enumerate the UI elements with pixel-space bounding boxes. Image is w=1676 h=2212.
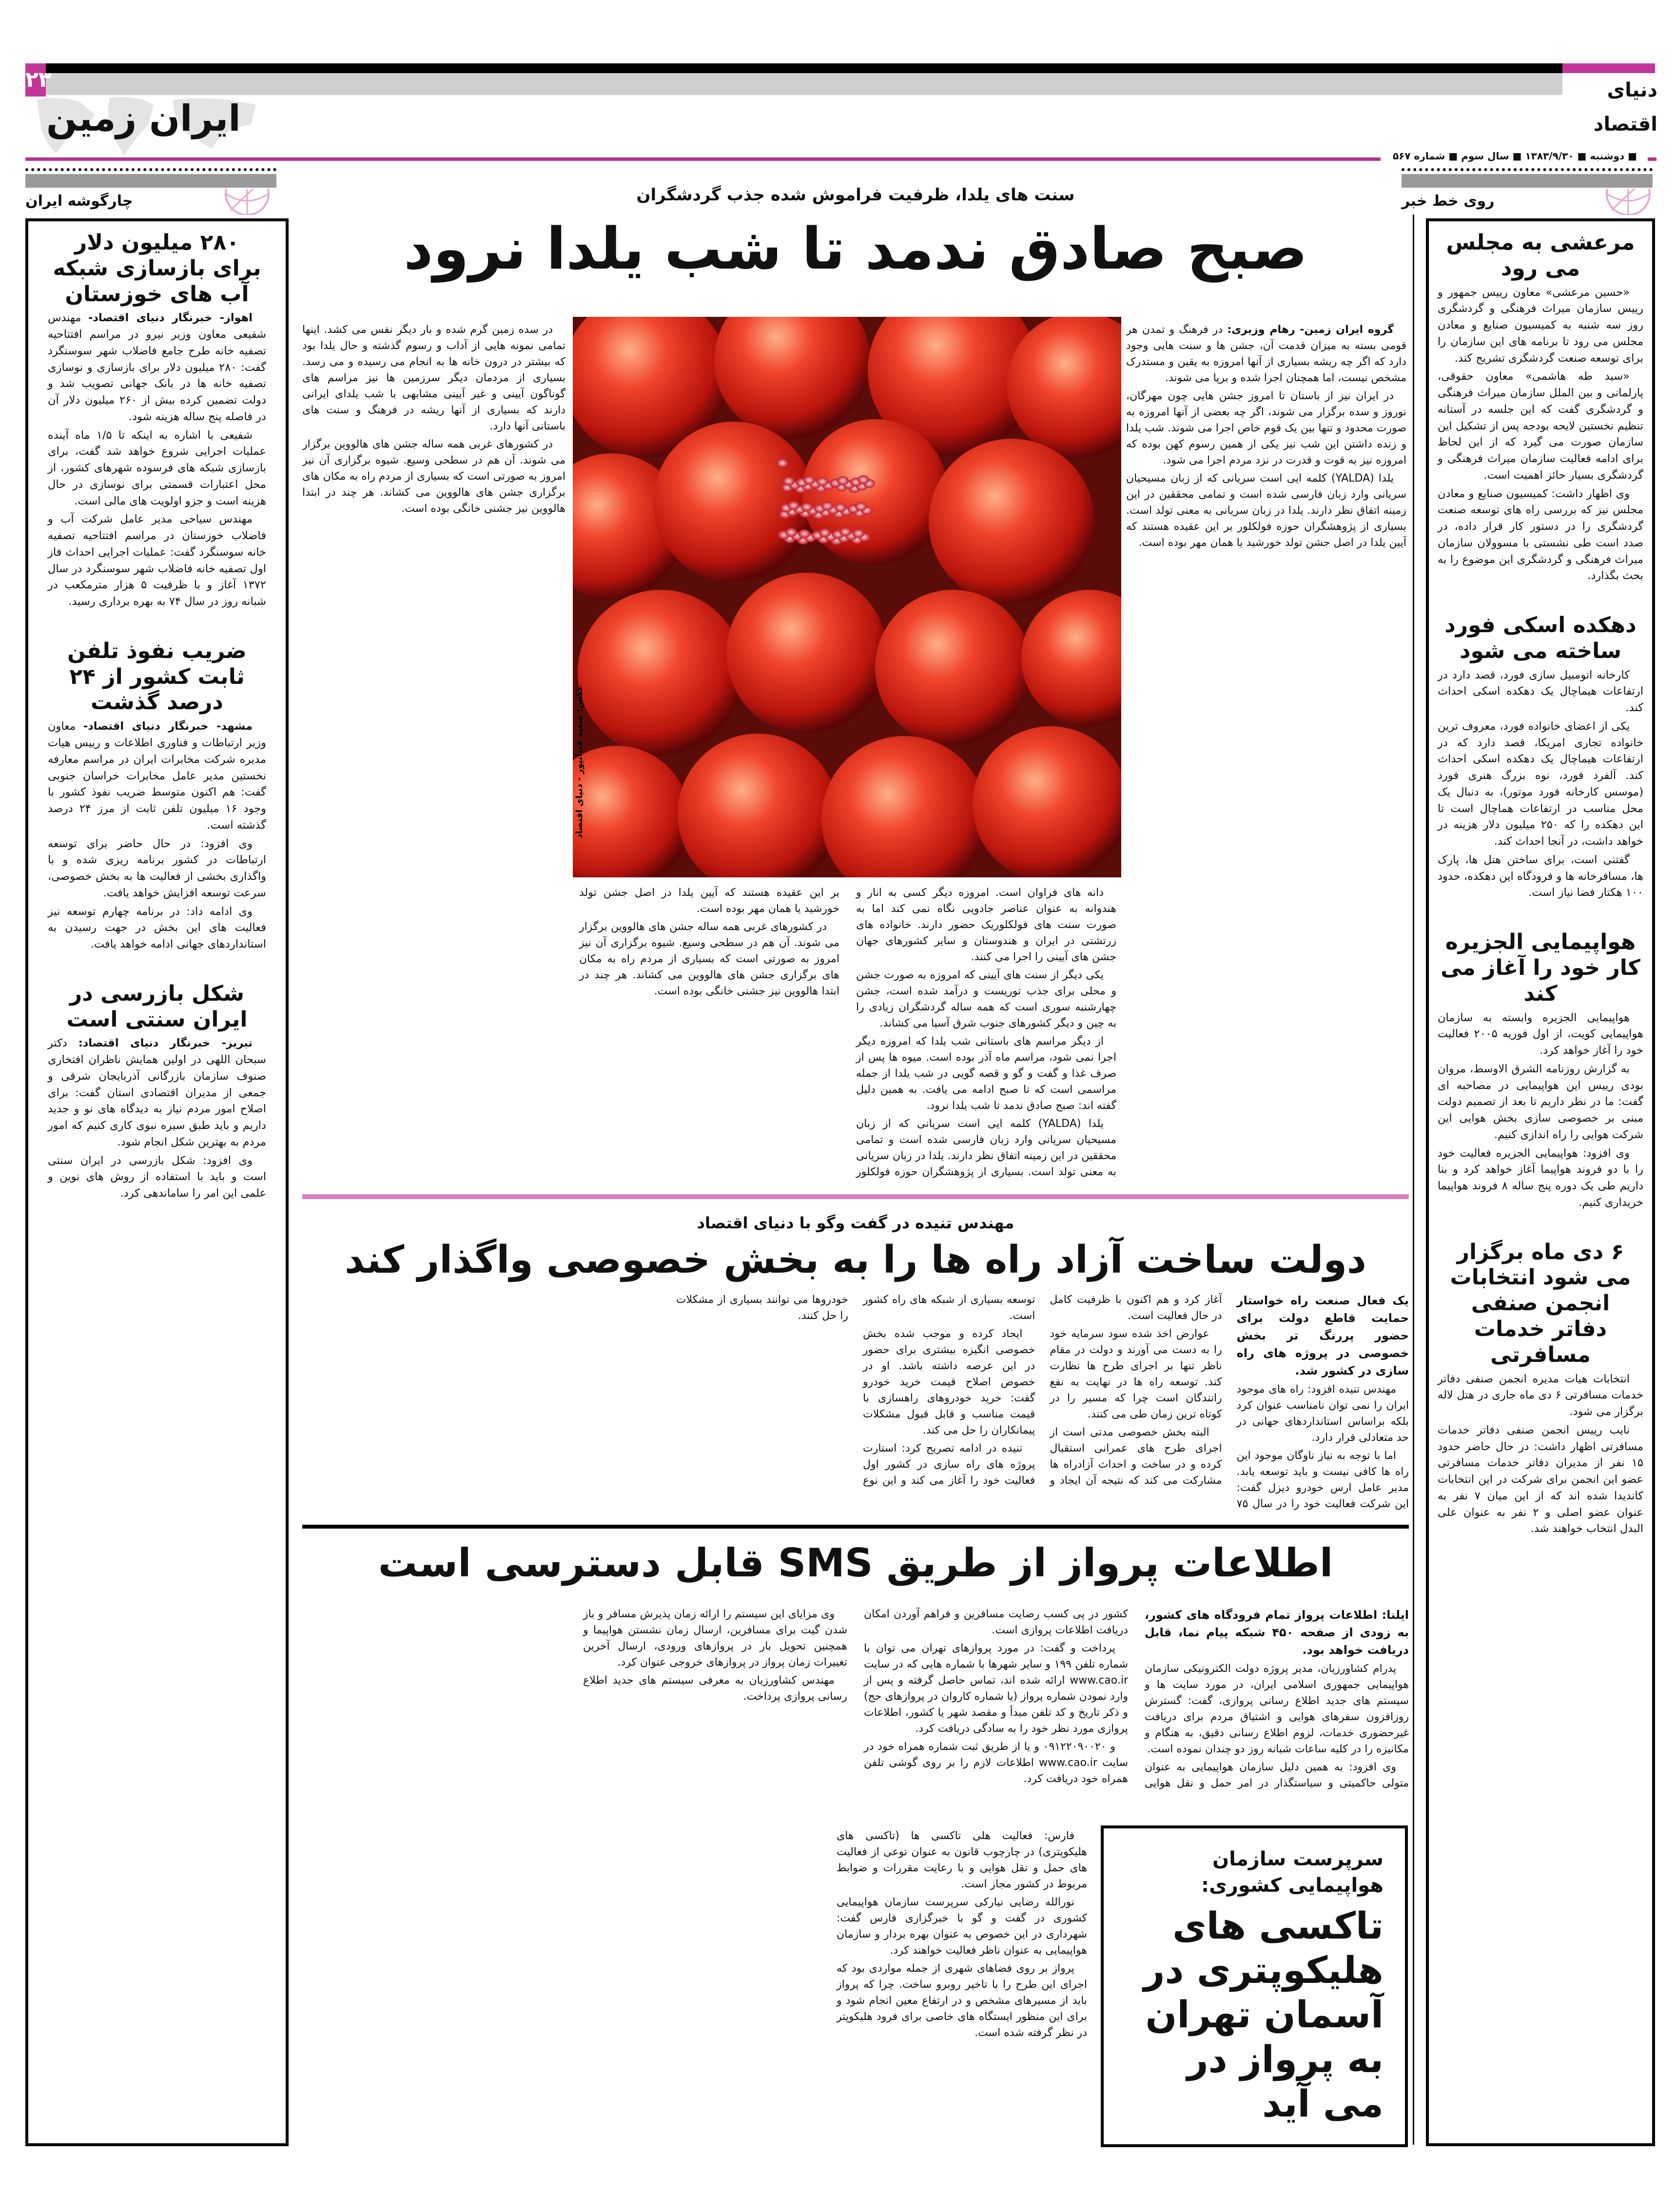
- pomegranate-seed: [835, 503, 846, 512]
- taxi-story-paragraph: پرواز بر روی فضاهای شهری از جمله مواردی بود که اجرای این طرح را با تاخیر روبرو ساخت. چرا که پرواز باید از مسیرهای مشخص و در ارتفاع معین انجام شود و برای این منظور ایستگاه های خاصی برای فرود هلیکوپتر در نظر گرفته شده است.: [837, 1962, 1087, 2039]
- main-story-paragraph: از دیگر مراسم های باستانی شب یلدا که امروزه دیگر اجرا نمی شود، مراسم ماه آذر بوده است. میوه ها پس از صرف غذا و گفت و گو و قصه گویی در شب یلدا از جمله مراسمی است که تا صبح ادامه می یافت. به همین دلیل گفته اند: صبح صادق ندمد تا شب یلدا نرود.: [856, 1035, 1116, 1112]
- left-section-header: [25, 168, 276, 215]
- main-story-paragraph: در سده زمین گرم شده و بار دیگر نفس می کشد. اینها تمامی نمونه هایی از آداب و رسوم گذشته و حال یلدا بود که بیشتر در درون خانه ها به انجام می رسیده و می رسد. بسیاری از مردمان دیگر سرزمین ها نیز مراسم های گوناگون آیینی و غیر آیینی مشابهی با شب یلدای ایرانی دارند که بسیاری از آنها ریشه در فرهنگ و سنت های باستانی آنها دارد.: [302, 324, 565, 432]
- side-story-byline: اهواز- خبرنگار دنیای اقتصاد-: [88, 311, 253, 325]
- taxi-story-box: [1101, 1825, 1408, 2147]
- pomegranate-seed: [803, 476, 815, 485]
- main-story-paragraph: در کشورهای غربی همه ساله جشن های هالووین برگزار می شوند. آن هم در سطحی وسیع. شیوه برگزاری آن نیز امروز به صورتی است که بسیاری از مردم راه به مکان های برگزاری جشن های هالووین می کشاند. هر چند در ابتدا هالووین نیز جشنی خانگی بوده است.: [302, 438, 565, 515]
- side-story-paragraph: وی افزود: شکل بازرسی در ایران سنتی است و باید با استفاده از روش های نوین و علمی این امر را ساماندهی کرد.: [48, 1154, 266, 1200]
- gray-bar: [1402, 174, 1653, 188]
- main-story-paragraph: یلدا (YALDA) کلمه ایی است سریانی که از زبان مسیحیان سریانی وارد زبان فارسی شده است و تمامی محققین در این زمینه اتفاق نظر دارند. یلدا در زبان سریانی به معنی تولد است. بسیاری از پژوهشگران حوزه فولکلور بر این عقیده هستند که آیین یلدا در اصل جشن تولد خورشید یا همان مهر بوده است.: [579, 887, 1116, 1178]
- taxi-story-headline: تاکسی های هلیکوپتری در آسمان تهران به پرواز در می آید: [1143, 1904, 1384, 2125]
- side-story-paragraph: وی اظهار داشت: کمیسیون صنایع و معادن مجلس نیز که بررسی راه های توسعه صنعت گردشگری را در دستور کار قرار داده، در صدد است طی نشستی با مسوولان سازمان میراث فرهنگی و گردشگری این موضوع را به بحث بگذارد.: [1438, 487, 1643, 582]
- side-story-byline: مشهد- خبرنگار دنیای اقتصاد-: [83, 720, 253, 733]
- main-story-column: [302, 322, 565, 873]
- road-story-paragraph: اما با توجه به نیاز ناوگان موجود این راه ها کافی نیست و باید توسعه یابد. مدیر عامل ارس خودرو دیزل گفت: این شرکت فعالیت خود را در سال ۷۵ آغاز کرد و هم اکنون با ظرفیت کامل در حال فعالیت است.: [1050, 1294, 1409, 1510]
- sms-story-paragraph: مهندس کشاورزیان به معرفی سیستم های جدید اطلاع رسانی پروازی پرداخت.: [583, 1674, 847, 1703]
- taxi-story-paragraph: فارس: فعالیت هلی تاکسی ها (تاکسی های هلیکوپتری) در چارچوب قانون به عنوان نوعی از فعالیت های حمل و نقل هوایی و با رعایت مقررات و ضوابط مربوط در کشور مجاز است.: [837, 1830, 1087, 1890]
- pomegranate-seed: [777, 459, 788, 467]
- main-story-kicker: سنت های یلدا، ظرفیت فراموش شده جذب گردشگران: [636, 185, 1075, 205]
- side-story-paragraph: شفیعی با اشاره به اینکه تا ۱/۵ ماه آینده عملیات اجرایی شروع خواهد شد گفت، برای بازسازی شبکه های فرسوده شهرهای کشور، از محل اعتبارات قسمتی برای نوسازی در حال هزینه است و جزو اولویت های مالی است.: [48, 428, 266, 507]
- side-story-headline: شکل بازرسی در ایران سنتی است: [66, 981, 248, 1032]
- gray-bar: [25, 174, 276, 188]
- road-story-paragraph: ایجاد کرده و موجب شده بخش خصوصی انگیزه بیشتری برای حضور در این عرصه داشته باشد. او در خصوص اصلاح قیمت خرید خودرو گفت: خرید خودروهای راهسازی با قیمت مناسب و قابل قبول مشکلات پیمانکاران را حل می کند.: [863, 1328, 1035, 1436]
- side-story-paragraph: به گزارش روزنامه الشرق الاوسط، مروان بودی رییس این هواپیمایی در مصاحبه ای گفت: ما در نظر داریم تا بعد از تصمیم دولت مبنی بر خصوصی سازی بخش هوایی این شرکت هوایی را راه اندازی کنیم.: [1438, 1062, 1643, 1141]
- spacer: [48, 612, 266, 632]
- road-story-paragraph: البته بخش خصوصی مدتی است از اجرای طرح های عمرانی استقبال کرده و در ساخت و احداث آزادراه ها مشارکت می کند که نتیجه آن ایجاد و توسعه بسیاری از شبکه های راه کشور است.: [863, 1294, 1222, 1487]
- pomegranate-seed: [839, 527, 851, 536]
- road-story-paragraph: تنیده در ادامه تصریح کرد: استارت پروژه های راه سازی در کشور اول فعالیت خود را آغاز می کند و این نوع خودروها می توانند بسیاری از مشکلات را حل کنند.: [676, 1294, 1035, 1487]
- main-story-paragraph: یلدا (YALDA) کلمه ایی است سریانی که از زبان مسیحیان سریانی وارد زبان فارسی شده است و تمامی محققین در این زمینه اتفاق نظر دارند. یلدا در زبان سریانی به معنی تولد است. بسیاری از پژوهشگران حوزه فولکلور بر این عقیده هستند که آیین یلدا در اصل جشن تولد خورشید یا همان مهر بوده است.: [1126, 472, 1406, 549]
- pomegranate-seed: [799, 529, 810, 538]
- pomegranate: [578, 590, 743, 756]
- main-story-headline: صبح صادق ندمد تا شب یلدا نرود: [403, 215, 1308, 282]
- road-story-columns: [302, 1292, 1409, 1516]
- pomegranate-seed: [817, 477, 828, 486]
- sms-story-paragraph: پدرام کشاورزیان، مدیر پروژه دولت الکترونیکی سازمان هواپیمایی جمهوری اسلامی ایران، در مورد سایت ها و سیستم های جدید اطلاع رسانی پروازی، گفت: گسترش روزافزون سفرهای هوایی و اشتیاق مردم برای دریافت غیرحضوری خدمات، لزوم اطلاع رسانی دقیق، به هنگام و مکانیزه را در کلیه ساعات شبانه روز دو چندان نموده است.: [1145, 1663, 1409, 1755]
- side-story-paragraph: هواپیمایی الجزیره وابسته به سازمان هواپیمایی کویت، از اول فوریه ۲۰۰۵ فعالیت خود را آغاز خواهد کرد.: [1438, 1011, 1643, 1057]
- side-story-headline: هواپیمایی الجزیره کار خود را آغاز می کند: [1441, 930, 1640, 1006]
- road-story-kicker: مهندس تنیده در گفت وگو با دنیای اقتصاد: [697, 1214, 1014, 1232]
- side-story-paragraph: نایب رییس انجمن صنفی دفاتر خدمات مسافرتی اظهار داشت: در حال حاضر حدود ۱۵ نفر از مدیران دفاتر خدمات مسافرتی عضو این انجمن برای شرکت در این انتخابات کاندیدا شده اند که از این میان ۷ نفر به عنوان عضو اصلی و ۲ نفر به عنوان علی البدل انتخاب خواهند شد.: [1438, 1423, 1643, 1535]
- right-section-header: [1402, 168, 1653, 215]
- newspaper-logo: دنیای اقتصاد: [1593, 79, 1657, 136]
- magenta-divider: [1648, 157, 1657, 161]
- taxi-story-columns: [302, 1828, 1087, 2145]
- sms-story-paragraph: پرداخت و گفت: در مورد پروازهای تهران می توان با شماره تلفن ۱۹۹ و سایر شهرها با شماره هایی که در سایت www.cao.ir ارائه شده اند، تماس حاصل گرفته و پس از وارد نمودن شماره پرواز (یا شماره کاروان در پروازهای حج) و ذکر تاریخ و کد تلفن مبدأ و مقصد شهر یا کشور، اطلاعات پروازی مورد نظر خود را به سادگی دریافت کرد.: [864, 1642, 1128, 1735]
- dotted-rule: [1402, 168, 1653, 171]
- side-story-headline: مرعشی به مجلس می رود: [1446, 230, 1635, 281]
- side-story-paragraph: [48, 1035, 266, 1150]
- main-story-paragraph: در فرهنگ و تمدن هر قومی بسته به میزان قدمت آن، جشن ها و سنت هایی وجود دارد که اگر چه ریشه بسیاری از آنها امروزه به یقین و مستدرک مشخص نیست، اما همچنان اجرا شده و برپا می شوند.: [1126, 324, 1406, 384]
- side-story-paragraph: «سید طه هاشمی» معاون حقوقی، پارلمانی و بین الملل سازمان میراث فرهنگی و گردشگری گفت که این جلسه در آستانه تنظیم نخستین لایحه بودجه پس از تشکیل این سازمان صورت می گیرد که از این لحاظ برای ادامه فعالیت سازمان میراث فرهنگی و گردشگری بسیار حائز اهمیت است.: [1438, 370, 1643, 482]
- pomegranate-seed: [837, 476, 849, 485]
- sms-story-columns: [302, 1606, 1409, 1811]
- side-story-headline: ضریب نفوذ تلفن ثابت کشور از ۲۴ درصد گذشت: [67, 638, 247, 715]
- side-story-paragraph: کارخانه اتومبیل سازی فورد، قصد دارد در ارتفاعات هیماچال یک دهکده اسکی احداث کند.: [1438, 668, 1643, 715]
- side-story-byline: تبریز- خبرنگار دنیای اقتصاد:: [78, 1037, 253, 1050]
- pomegranate: [726, 573, 887, 734]
- pink-divider: [302, 1194, 1409, 1199]
- road-story-paragraph: مهندس تنیده افزود: راه های موجود ایران را نمی توان نامناسب عنوان کرد بلکه براساس استانداردهای جهانی در حد متعادلی قرار دارد.: [1236, 1383, 1409, 1444]
- globe-icon: [1594, 189, 1653, 215]
- side-story-paragraph: [48, 718, 266, 834]
- pomegranate: [1021, 590, 1121, 726]
- magenta-divider: [25, 157, 1381, 161]
- header-magenta-accent: [1562, 63, 1655, 73]
- pomegranate: [1007, 317, 1121, 458]
- pomegranate-seed: [857, 475, 869, 484]
- side-story-paragraph: [48, 310, 266, 425]
- pomegranate-seed: [783, 477, 795, 485]
- side-story-headline: ۶ دی ماه برگزار می شود انتخابات انجمن صنفی دفاتر خدمات مسافرتی: [1450, 1239, 1631, 1367]
- sms-story-paragraph: وی افزود: به همین دلیل سازمان هواپیمایی به عنوان متولی حاکمیتی و سیاستگذار در امر حمل و نقل هوایی کشور در پی کسب رضایت مسافرین و فراهم آوردن امکان دریافت اطلاعات پروازی است.: [864, 1608, 1409, 1789]
- pomegranate: [821, 736, 987, 877]
- globe-icon: [218, 189, 276, 215]
- sms-story-paragraph: وی مزایای این سیستم را ارائه زمان پذیرش مسافر و باز شدن گیت برای مسافرین، ارسال زمان نشستن هواپیما و همچنین تحویل بار در پروازهای ورودی، ارسال آخرین تغییرات زمان پرواز در پروازهای خروجی عنوان کرد.: [583, 1608, 847, 1669]
- side-story-headline: ۲۸۰ میلیون دلار برای بازسازی شبکه آب های خوزستان: [53, 230, 261, 307]
- side-story-paragraph: یکی از اعضای خانواده فورد، معروف ترین خانواده تجاری امریکا، قصد دارد که در ارتفاعات هیماچال یک دهکده اسکی احداث کند. آلفرد فورد، نوه بزرگ هنری فورد (موسس کارخانه فورد موتور)، به دنبال یک محل مناسب در ارتفاعات هماچال است تا این دهکده را که ۲۵۰ میلیون دلار هزینه در خواهد داشت، در آنجا احداث کند.: [1438, 719, 1643, 848]
- right-section-label: روی خط خبر: [1402, 192, 1548, 211]
- sms-story-headline: اطلاعات پرواز از طریق SMS قابل دسترسی است: [378, 1540, 1333, 1586]
- pomegranate-seed: [788, 501, 799, 510]
- pomegranate-seed: [819, 528, 831, 537]
- pomegranate-seed: [853, 529, 864, 538]
- main-story-columns: [302, 885, 1116, 1187]
- side-story-paragraph: «حسین مرعشی» معاون رییس جمهور و رییس سازمان میراث فرهنگی و گردشگری روز سه شنبه به کمیسیون صنایع و معادن مجلس می رود تا برنامه های این سازمان را برای توسعه صنعت گردشگری تشریح کند.: [1438, 286, 1643, 365]
- left-section-label: چارگوشه ایران: [25, 192, 186, 211]
- pomegranate: [678, 734, 838, 877]
- spacer: [48, 955, 266, 974]
- side-story-text: مهندس شفیعی معاون وزیر نیرو در مراسم افتتاحیه تصفیه خانه طرح جامع فاضلاب شهر سوسنگرد گفت: ۲۸۰ میلیون دلار برای بازسازی و نوسازی تصفیه خانه ها در بانک جهانی تصویب شد و دولت تضمین کرده بیش از ۲۶۰ میلیون دلار آن در فاصله پنج ساله هزینه شود.: [48, 311, 267, 423]
- side-story-paragraph: وی افزود: هواپیمایی الجزیره فعالیت خود را با دو فروند هواپیما آغاز خواهد کرد و بنا داریم طی یک دوره پنج ساله ۸ فروند هواپیما خریداری کنیم.: [1438, 1146, 1643, 1209]
- spacer: [1438, 1539, 1643, 1559]
- pomegranate: [929, 439, 1094, 604]
- spacer: [1438, 903, 1643, 923]
- side-story-paragraph: انتخابات هیات مدیره انجمن صنفی دفاتر خدمات مسافرتی ۶ دی ماه جاری در هتل لاله برگزار می شود.: [1438, 1372, 1643, 1418]
- main-story-paragraph: دانه های فراوان است. امروزه دیگر کسی به انار و هندوانه به عنوان عناصر جادویی نگاه نمی کند اما به صورت سنت های فولکلوریک حضور دارند. خانواده های زرتشتی در ایران و هندوستان و سایر کشورهای جهان جشن های آیینی را اجرا می کنند.: [856, 887, 1116, 963]
- dateline: ■ دوشنبه ■ ۱۳۸۳/۹/۳۰ ■ سال سوم ■ شماره ۵۶۷: [1392, 150, 1637, 162]
- photo-caption: عکس: سعید قنبانپور - دنیای اقتصاد: [574, 685, 585, 838]
- side-story-paragraph: وی افزود: در حال حاضر برای توسعه ارتباطات در کشور برنامه ریزی شده و با واگذاری بخشی از فعالیت ها به بخش خصوصی، سرعت توسعه افزایش خواهد یافت.: [48, 837, 266, 899]
- side-story-headline: دهکده اسکی فورد ساخته می شود: [1444, 613, 1637, 663]
- side-story-text: دکتر سبحان اللهی در اولین همایش ناظران افتخاری صنوف سازمان بازرگانی آذربایجان شرقی و جمعی از مدیران اقتصادی استان گفت: برای اصلاح امور مردم نیاز به دیدگاه های نو و جدید داریم و باید طبق سیره نبوی کاری کنیم که امور مردم به بهترین شکل انجام شود.: [48, 1037, 266, 1148]
- main-story-byline: گروه ایران زمین- رهام وزیری:: [1227, 324, 1394, 336]
- main-story-column: [1126, 322, 1406, 1189]
- pomegranate: [802, 419, 948, 565]
- pomegranate: [714, 317, 870, 439]
- sms-story-lead: ایلنا: اطلاعات پرواز تمام فرودگاه های کشور، به زودی از صفحه ۴۵۰ شبکه پیام نما، قابل دریافت خواهد بود.: [1145, 1608, 1409, 1657]
- header-gray-band: [32, 73, 1562, 95]
- pomegranate-seed: [785, 528, 797, 537]
- pomegranate-seed: [801, 503, 813, 511]
- road-story-paragraph: عوارض اخذ شده سود سرمایه خود را به دست می آورند و دولت در مقام ناظر تنها بر اجرای طرح ها نظارت کند. توسعه راه ها در نهایت به نفع رانندگان است چرا که مسیر را در کوتاه ترین زمان طی می کنند.: [1050, 1328, 1222, 1420]
- pomegranates-photo: [573, 317, 1121, 877]
- spacer: [48, 1204, 266, 1223]
- side-story-paragraph: وی ادامه داد: در برنامه چهارم توسعه نیز فعالیت های این بخش در جهت رسیدن به استانداردهای جهانی ادامه خواهد یافت.: [48, 905, 266, 951]
- pomegranate: [973, 726, 1121, 877]
- dotted-rule: [25, 168, 276, 171]
- black-divider: [302, 1525, 1409, 1529]
- side-story-text: معاون وزیر ارتباطات و فناوری اطلاعات و رییس هیات مدیره شرکت مخابرات ایران در مراسم معارفه نخستین مدیر عامل مخابرات خراسان جنوبی گفت: هم اکنون متوسط ضریب نفوذ کشور با وجود ۱۶ میلیون تلفن ثابت از مرز ۲۴ درصد گذشته است.: [48, 720, 266, 832]
- section-title: ایران زمین: [46, 97, 241, 139]
- column-divider: [1413, 214, 1414, 2145]
- road-story-lead: یک فعال صنعت راه خواستار حمایت قاطع دولت برای حضور پررنگ تر بخش خصوصی در پروژه های راه سازی در کشور شد.: [1236, 1294, 1409, 1378]
- sms-story-paragraph: و ۰۹۱۲۲۰۹۰۰۲۰ و یا از طریق ثبت شماره همراه خود در سایت www.cao.ir اطلاعات لازم را بر روی گوشی تلفن همراه خود دریافت کرد.: [864, 1741, 1128, 1785]
- main-story-paragraph: در ایران نیز از باستان تا امروز جشن هایی چون مهرگان، نوروز و سده برگزار می شوند، اگر چه بعضی از آنها امروزه به صورت محدود و تنها بین یک قوم خاص اجرا می شوند. شب یلدا و زنده داشتن این شب نیز یکی از همین رسوم کهن بوده که امروزه نیز به قوت و قدرت در نزد مردم اجرا می شود.: [1126, 390, 1406, 466]
- page-number: ۲۳: [25, 63, 46, 97]
- pomegranate-seed: [855, 502, 867, 511]
- side-story-paragraph: مهندس سیاحی مدیر عامل شرکت آب و فاضلاب خوزستان در مراسم افتتاحیه تصفیه خانه سوسنگرد گفت: عملیات اجرایی احداث فاز اول تصفیه خانه فاضلاب شهر سوسنگرد در سال ۱۳۷۲ آغاز و با ظرفیت ۵ هزار مترمکعب در شبانه روز در سال ۷۴ به بهره برداری رسید.: [48, 513, 266, 608]
- pomegranate-seed: [821, 502, 833, 510]
- side-story-paragraph: گفتنی است، برای ساختن هتل ها، پارک ها، مسافرخانه ها و فرودگاه این دهکده، حدود ۱۰۰ هکتار فضا نیاز است.: [1438, 853, 1643, 899]
- main-story-paragraph: یکی دیگر از سنت های آیینی که امروزه به صورت جشن و محلی برای جذب توریست و درآمد شده است، جشن چهارشنبه سوری است که همه ساله گردشگران زیادی را به چین و دیگر کشورهای جنوب شرق آسیا می کشاند.: [856, 969, 1116, 1029]
- spacer: [1438, 1213, 1643, 1233]
- main-story-paragraph: در کشورهای غربی همه ساله جشن های هالووین برگزار می شوند. آن هم در سطحی وسیع. شیوه برگزاری آن نیز امروز به صورتی است که بسیاری از مردم راه به مکان های برگزاری جشن های هالووین می کشاند. هر چند در ابتدا هالووین نیز جشنی خانگی بوده است.: [579, 921, 839, 997]
- road-story-headline: دولت ساخت آزاد راه ها را به بخش خصوصی واگذار کند: [345, 1238, 1366, 1282]
- taxi-story-kicker: سرپرست سازمان هواپیمایی کشوری:: [1201, 1848, 1384, 1897]
- header-black-bar: [32, 63, 1562, 73]
- right-news-column: [1426, 218, 1655, 2146]
- pomegranate: [875, 590, 1031, 746]
- taxi-story-paragraph: نورالله رضایی نیارکی سرپرست سازمان هواپیمایی کشوری در گفت و گو با خبرگزاری فارس گفت: شهرداری در این خصوص به عنوان بهره بردار و سازمان هواپیمایی به عنوان ناظر فعالیت خواهند کرد.: [837, 1896, 1087, 1957]
- spacer: [1438, 586, 1643, 606]
- left-news-column: [25, 218, 289, 2146]
